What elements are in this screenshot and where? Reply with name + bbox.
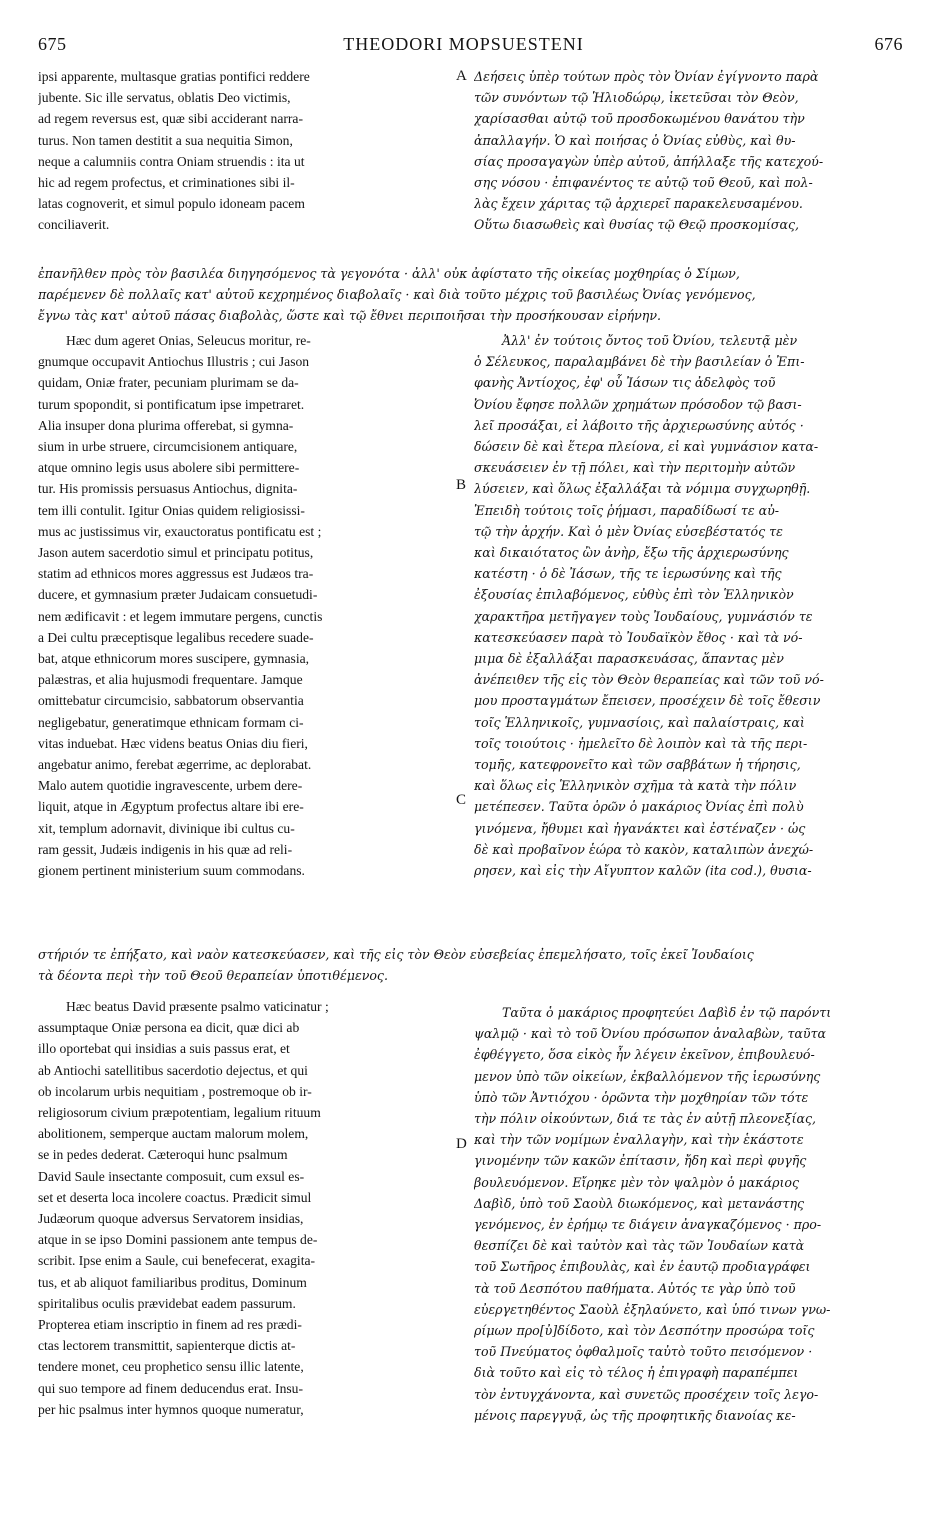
text-line: nem ædificavit : et legem immutare pergens, cunctis (38, 608, 323, 624)
text-line: liquit, atque in Ægyptum profectus altare ibi ere- (38, 799, 304, 815)
text-line: Ὀνίου ἔφησε πολλῶν χρημάτων πρόσοδον τῷ βασι- (474, 396, 802, 412)
text-line: quidam, Oniæ frater, pecuniam plurimam se da- (38, 375, 299, 391)
text-line: ρησεν, καὶ εἰς τὴν Αἴγυπτον καλῶν (ita cod.), θυσια- (474, 863, 812, 879)
text-line: γινομένην τῶν κακῶν ἐπίτασιν, ἤδη καὶ περὶ φυγῆς (474, 1153, 807, 1169)
text-line: τοῦ Σωτῆρος ἐπιβουλὰς, καὶ ἐν ἑαυτῷ προδιαγράφει (474, 1259, 811, 1275)
text-line: μιμα δὲ ἐξαλλάξαι παρασκευάσας, ἅπαντας μὲν (474, 651, 784, 667)
text-line: atque omnino legis usus abolere sibi permittere- (38, 460, 300, 476)
text-line: Jason autem sacerdotio simul et principatu potitus, (38, 545, 314, 561)
text-line: Hæc beatus David præsente psalmo vaticinatur ; (66, 999, 329, 1014)
text-line: mus ac justissimus vir, exauctoratus pontificatu est ; (38, 523, 322, 539)
text-line: statim ad ethnicos mores aggressus est Judæos tra- (38, 566, 314, 582)
text-line: σίας προσαγαγὼν ὑπὲρ αὐτοῦ, ἀπήλλαξε τῆς κατεχού- (474, 153, 824, 169)
text-line: Alia insuper dona plurima offerebat, si gymna- (38, 417, 294, 433)
text-line: ὑπὸ τῶν Ἀντιόχου · ὁρῶντα τὴν μοχθηρίαν τῶν τότε (474, 1089, 809, 1105)
text-line: κατεσκεύασεν παρὰ τὸ Ἰουδαϊκὸν ἔθος · καὶ τὰ νό- (474, 629, 803, 645)
text-line: ἀπαλλαγήν. Ὁ καὶ ποιήσας ὁ Ὀνίας εὐθὺς, καὶ θυ- (474, 132, 796, 148)
text-line: bat, atque ethnicorum mores suscipere, gymnasia, (38, 651, 310, 667)
text-line: negligebatur, generatimque ethnicam formam ci- (38, 714, 304, 730)
text-line: hic ad regem profectus, et criminationes sibi il- (38, 175, 295, 191)
text-line: a Dei cultu præceptisque legalibus recedere suade- (38, 629, 314, 645)
text-line: τομῆς, κατεφρονεῖτο καὶ τῶν σαββάτων ἡ τήρησις, (474, 757, 801, 773)
text-line: qui suo tempore ad finem deducendus erat. Insu- (38, 1380, 303, 1396)
text-line: διὰ τοῦτο καὶ εἰς τὸ τέλος ἡ ἐπιγραφὴ παραπέμπει (474, 1365, 799, 1381)
greek-full-width-section-1 (38, 263, 894, 327)
text-line: Ἐπειδὴ τούτοις τοῖς ῥήμασι, παραδίδωσί τε αὐ- (474, 502, 780, 518)
text-line: tem illi contulit. Igitur Onias quidem religiosissi- (38, 502, 305, 518)
page-number-left: 675 (38, 34, 67, 54)
text-line: tur. His promissis persuasus Antiochus, dignita- (38, 481, 298, 497)
greek-column-section-1 (474, 66, 894, 236)
text-line: γενόμενος, ἐν ἐρήμῳ τε διάγειν ἀναγκαζόμενος · προ- (474, 1217, 822, 1233)
text-line: φανὴς Ἀντίοχος, ἐφ' οὗ Ἰάσων τις ἀδελφὸς τοῦ (474, 375, 776, 391)
text-line: λεῖ προσάξαι, εἰ λάβοιτο τῆς ἀρχιερωσύνης αὐτός · (474, 417, 804, 433)
margin-letter-c: C (456, 792, 467, 808)
text-line: ἐπανῆλθεν πρὸς τὸν βασιλέα διηγησόμενος τὰ γεγονότα · ἀλλ' οὐκ ἀφίστατο τῆς οἰκείας μοχθηρίας ὁ Σίμων, (38, 266, 740, 281)
text-line: βουλευόμενον. Εἴρηκε μὲν τὸν ψαλμὸν ὁ μακάριος (474, 1174, 800, 1190)
text-line: palæstras, et alia hujusmodi frequentare. Jamque (38, 672, 303, 688)
text-line: Hæc dum ageret Onias, Seleucus moritur, re- (66, 333, 311, 348)
text-line: μου προσταγμάτων ἔπεισεν, προσέχειν δὲ τοῖς ἔθεσιν (474, 693, 821, 709)
text-line: λὰς ἔχειν χάριτας τῷ ἀρχιερεῖ παρακελευσαμένου. (474, 196, 803, 212)
text-line: scribit. Ipse enim a Saule, cui benefecerat, exagita- (38, 1253, 316, 1269)
text-line: David Saule insectante composuit, cum exsul es- (38, 1168, 305, 1184)
page-number-right: 676 (874, 34, 903, 54)
text-line: τοῖς τοιούτοις · ἠμελεῖτο δὲ λοιπὸν καὶ τὰ τῆς περι- (474, 735, 808, 751)
text-line: ὁ Σέλευκος, παραλαμβάνει δὲ τὴν βασιλείαν ὁ Ἐπι- (474, 354, 805, 370)
text-line: tus, et ab aliquot familiaribus proditus, Dominum (38, 1274, 307, 1290)
text-line: εὐεργετηθέντος Σαοὺλ ἐξηλαύνετο, καὶ ὑπό τινων γνω- (474, 1301, 831, 1317)
text-line: illo oportebat qui insidias a suis passus erat, et (38, 1041, 290, 1057)
text-line: ipsi apparente, multasque gratias pontifici reddere (38, 69, 310, 84)
text-line: καὶ δικαιότατος ὢν ἀνὴρ, ἔξω τῆς ἀρχιερωσύνης (474, 545, 789, 561)
text-line: conciliaverit. (38, 217, 110, 233)
text-line: τὰ τοῦ Δεσπότου παθήματα. Αὐτός τε γὰρ ὑπὸ τοῦ (474, 1280, 796, 1296)
text-line: latas cognoverit, et simul populo idoneam pacem (38, 196, 305, 212)
text-line: Δεήσεις ὑπὲρ τούτων πρὸς τὸν Ὀνίαν ἐγίγνοντο παρὰ (474, 69, 819, 84)
text-line: ἐξουσίας ἐπιλαβόμενος, εὐθὺς ἐπὶ τὸν Ἑλληνικὸν (474, 587, 794, 603)
text-line: turus. Non tamen destitit a sua nequitia Simon, (38, 132, 293, 148)
text-line: sium in urbe struere, circumcisionem antiquare, (38, 439, 298, 455)
text-line: μένοις παρεγγυᾷ, ὡς τῆς προφητικῆς διανοίας κε- (474, 1407, 796, 1423)
text-line: set et deserta loca incolere coactus. Prædicit simul (38, 1189, 312, 1205)
margin-letter-b: B (456, 477, 467, 493)
text-line: σης νόσου · ἐπιφανέντος τε αὐτῷ τοῦ Θεοῦ, καὶ πολ- (474, 175, 813, 191)
text-line: angebatur animo, ferebat ægerrime, ac deplorabat. (38, 757, 312, 773)
text-line: religiosorum civium præpotentiam, legalium rituum (38, 1105, 321, 1121)
text-line: jubente. Sic ille servatus, oblatis Deo victimis, (38, 90, 291, 106)
text-line: ἔγνω τὰς κατ' αὐτοῦ πάσας διαβολὰς, ὥστε καὶ τῷ ἔθνει περιποιῆσαι τὴν προσήκουσαν εἰρήνην. (38, 308, 662, 324)
text-line: μενον ὑπὸ τῶν οἰκείων, ἐκβαλλόμενον τῆς ἱερωσύνης (474, 1068, 821, 1084)
text-line: vitas induebat. Hæc videns beatus Onias diu fieri, (38, 735, 308, 751)
text-line: ab Antiochi satellitibus sacerdotio dejectus, et qui (38, 1062, 308, 1078)
text-line: καὶ ὅλως εἰς Ἑλληνικὸν σχῆμα τὰ κατὰ τὴν πόλιν (474, 778, 797, 794)
text-line: γινόμενα, ἤθυμει καὶ ἠγανάκτει καὶ ἐστέναζεν · ὡς (474, 820, 806, 836)
text-line: τοῦ Πνεύματος ὀφθαλμοῖς ταὐτὸ τοῦτο πεισόμενον · (474, 1344, 813, 1360)
greek-full-width-section-2 (38, 944, 894, 986)
text-line: xit, templum adornavit, divinique ibi cultus cu- (38, 820, 295, 836)
latin-column-section-1 (38, 66, 450, 236)
text-line: Ταῦτα ὁ μακάριος προφητεύει Δαβὶδ ἐν τῷ παρόντι (502, 1005, 832, 1020)
text-line: καὶ τὴν τῶν νομίμων ἐναλλαγὴν, καὶ τὴν ἑκάστοτε (474, 1132, 804, 1148)
text-line: gionem pertinent ministerium suum commodans. (38, 863, 305, 879)
text-line: σκευάσειεν ἐν τῇ πόλει, καὶ τὴν περιτομὴν αὐτῶν (474, 460, 796, 476)
running-title: THEODORI MOPSUESTENI (343, 34, 584, 54)
text-line: omittebatur circumcisio, sabbatorum observantia (38, 693, 304, 709)
text-line: λύσειεν, καὶ ὅλως ἐξαλλάξαι τὰ νόμιμα συγχωρηθῇ. (474, 481, 811, 497)
text-line: κατέστη · ὁ δὲ Ἰάσων, τῆς τε ἱερωσύνης καὶ τῆς (474, 566, 782, 582)
text-line: Οὕτω διασωθεὶς καὶ θυσίας τῷ Θεῷ προσκομίσας, (474, 217, 800, 233)
text-line: spiritalibus oculis prævidebat eadem passurum. (38, 1295, 296, 1311)
text-line: per hic psalmus inter hymnos quoque numeratur, (38, 1401, 304, 1417)
text-line: abolitionem, semperque auctam malorum molem, (38, 1126, 309, 1142)
text-line: ob incolarum urbis nequitiam , postremoque ob ir- (38, 1083, 312, 1099)
text-line: ducere, et gymnasium præter Judaicam consuetudi- (38, 587, 318, 603)
greek-column-section-2 (474, 330, 894, 881)
text-line: assumptaque Oniæ persona ea dicit, quæ dici ab (38, 1020, 300, 1036)
text-line: ctas lectorem transmittit, sapienterque dictis at- (38, 1338, 296, 1354)
text-line: ρίμων προ[ὐ]δίδοτο, καὶ τὸν Δεσπότην προσώρα τοῖς (474, 1323, 815, 1339)
text-line: se in pedes dederat. Cæteroqui hunc psalmum (38, 1147, 288, 1163)
text-line: στήριόν τε ἐπήξατο, καὶ ναὸν κατεσκεύασεν, καὶ τῆς εἰς τὸν Θεὸν εὐσεβείας ἐπεμελήσατο, τοῖς ἐκεῖ Ἰουδαίοις (38, 947, 754, 962)
text-line: ψαλμῷ · καὶ τὸ τοῦ Ὀνίου πρόσωπον ἀναλαβὼν, ταῦτα (474, 1026, 827, 1042)
text-line: δώσειν δὲ καὶ ἕτερα πλείονα, εἰ καὶ γυμνάσιον κατα- (474, 439, 819, 455)
margin-letter-a: A (456, 68, 467, 84)
text-line: μετέπεσεν. Ταῦτα ὁρῶν ὁ μακάριος Ὀνίας ἐπὶ πολὺ (474, 799, 804, 815)
text-line: Propterea etiam inscriptio in finem ad res prædi- (38, 1317, 302, 1333)
text-line: Δαβὶδ, ὑπὸ τοῦ Σαοὺλ διωκόμενος, καὶ μετανάστης (474, 1195, 805, 1211)
text-line: gnumque occupavit Antiochus Illustris ; cui Jason (38, 354, 310, 370)
text-line: neque a calumniis contra Oniam struendis : ita ut (38, 153, 305, 169)
text-line: ram gessit, Judæis indigenis in his quæ ad reli- (38, 841, 293, 857)
text-line: χαρίσασθαι αὐτῷ τοῦ προσδοκωμένου θανάτου τὴν (474, 111, 805, 127)
latin-column-section-3 (38, 996, 450, 1420)
latin-column-section-2 (38, 330, 450, 881)
text-line: Ἀλλ' ἐν τούτοις ὄντος τοῦ Ὀνίου, τελευτᾷ μὲν (502, 333, 798, 348)
text-line: tendere monet, ceu prophetico sensu illic latente, (38, 1359, 304, 1375)
text-line: χαρακτῆρα μετῆγαγεν τοὺς Ἰουδαίους, γυμνάσιόν τε (474, 608, 813, 624)
text-line: παρέμενεν δὲ πολλαῖς κατ' αὐτοῦ κεχρημένος διαβολαῖς · καὶ διὰ τοῦτο μέχρις τοῦ βασιλέως Ὀνίας γενόμενος, (38, 287, 756, 303)
text-line: τῶν συνόντων τῷ Ἡλιοδώρῳ, ἱκετεῦσαι τὸν Θεὸν, (474, 90, 799, 106)
text-line: τοῖς Ἑλληνικοῖς, γυμνασίοις, καὶ παλαίστραις, καὶ (474, 714, 805, 730)
text-line: turum spopondit, si pontificatum ipse impetraret. (38, 396, 305, 412)
greek-column-section-3 (474, 1002, 894, 1426)
margin-letter-d: D (456, 1136, 467, 1152)
text-line: ad regem reversus est, quæ sibi acciderant narra- (38, 111, 303, 127)
text-line: Judæorum quoque adversus Servatorem insidias, (38, 1211, 304, 1227)
text-line: δὲ καὶ προβαῖνον ἑώρα τὸ κακὸν, καταλιπὼν ἀνεχώ- (474, 841, 814, 857)
text-line: ἐφθέγγετο, ὅσα εἰκὸς ἦν λέγειν ἐκεῖνον, ἐπιβουλευό- (474, 1047, 815, 1063)
text-line: τὰ δέοντα περὶ τὴν τοῦ Θεοῦ θεραπείαν ὑποτιθέμενος. (38, 968, 388, 984)
text-line: τῷ τὴν ἀρχήν. Καὶ ὁ μὲν Ὀνίας εὐσεβέστατός τε (474, 523, 783, 539)
text-line: θεσπίζει δὲ καὶ ταὐτὸν καὶ τὰς τῶν Ἰουδαίων κατὰ (474, 1238, 805, 1254)
text-line: atque in se ipso Domini passionem ante tempus de- (38, 1232, 318, 1248)
text-line: ἀνέπειθεν τῆς εἰς τὸν Θεὸν θεραπείας καὶ τῶν τοῦ νό- (474, 672, 824, 688)
text-line: τὴν πόλιν οἰκούντων, διά τε τὰς ἐν αὐτῇ πλεονεξίας, (474, 1111, 817, 1127)
text-line: τὸν ἐντυγχάνοντα, καὶ συνετῶς προσέχειν τοῖς λεγο- (474, 1386, 819, 1402)
text-line: Malo autem quotidie ingravescente, urbem dere- (38, 778, 303, 794)
